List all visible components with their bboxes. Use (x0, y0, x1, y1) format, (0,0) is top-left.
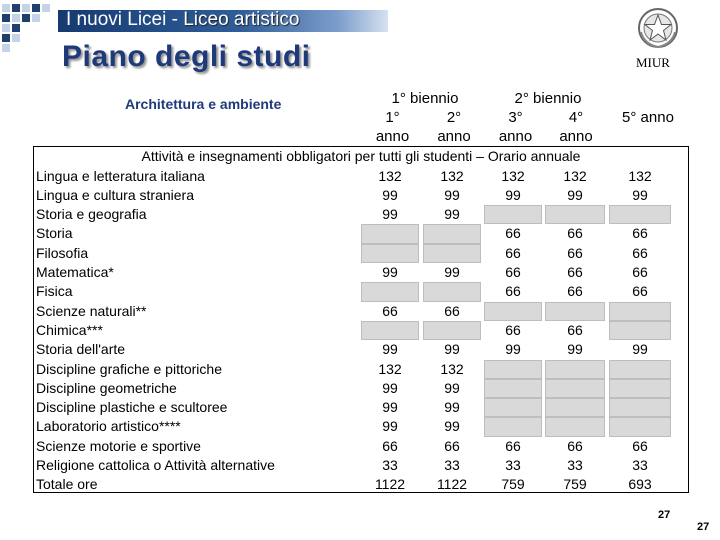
hours-cell: 99 (505, 341, 521, 358)
empty-hours-cell (609, 302, 671, 321)
subject-cell: Lingua e letteratura italiana (36, 167, 205, 184)
year-3-header (487, 108, 544, 146)
empty-hours-cell (484, 379, 542, 398)
table-row (34, 417, 688, 436)
subject-cell: Scienze naturali** (36, 302, 147, 319)
subject-cell: Storia (36, 225, 73, 242)
logo-caption: MIUR (636, 55, 670, 70)
hours-cell: 99 (382, 186, 398, 203)
empty-hours-cell (609, 379, 671, 398)
table-row (34, 437, 688, 456)
empty-hours-cell (545, 398, 605, 417)
empty-hours-cell (545, 417, 605, 436)
hours-cell: 99 (505, 186, 521, 203)
subject-cell: Discipline plastiche e scultoree (36, 399, 228, 416)
subject-cell: Chimica*** (36, 321, 103, 338)
subject-cell: Scienze motorie e sportive (36, 437, 201, 454)
empty-hours-cell (361, 224, 419, 243)
second-biennium-header: 2° biennio (514, 90, 582, 107)
hours-cell: 99 (444, 264, 460, 280)
year-4-number: 4° (568, 109, 584, 126)
table-row (34, 398, 688, 417)
table-row (34, 224, 688, 243)
hours-cell: 66 (567, 437, 583, 454)
table-row (34, 302, 688, 321)
table-row (34, 282, 688, 301)
empty-hours-cell (609, 321, 671, 340)
hours-cell: 1122 (374, 476, 406, 493)
hours-cell: 132 (378, 167, 402, 184)
hours-cell: 759 (563, 476, 587, 493)
table-row (34, 360, 688, 379)
hours-cell: 66 (505, 264, 521, 280)
subject-cell: Lingua e cultura straniera (36, 186, 194, 203)
table-row (34, 321, 688, 340)
header-title (66, 9, 299, 31)
hours-cell: 66 (505, 321, 521, 338)
year-1-word: anno (375, 128, 410, 145)
hours-cell: 33 (444, 457, 460, 473)
hours-cell: 99 (567, 186, 583, 203)
empty-hours-cell (609, 360, 671, 379)
hours-cell: 1122 (436, 476, 468, 493)
table-row (34, 379, 688, 398)
hours-cell: 99 (444, 186, 460, 203)
hours-cell: 132 (440, 360, 464, 377)
hours-cell: 66 (632, 264, 648, 280)
empty-hours-cell (609, 417, 671, 436)
empty-hours-cell (361, 244, 419, 263)
hours-cell: 33 (382, 457, 398, 473)
hours-cell: 99 (632, 186, 648, 203)
header-title-sub: Liceo artistico (183, 9, 300, 30)
subject-cell: Filosofia (36, 244, 89, 261)
group-heading: Attività e insegnamenti obbligatori per tutti gli studenti – Orario annuale (141, 148, 581, 164)
hours-cell: 33 (505, 457, 521, 473)
subject-cell: Religione cattolica o Attività alternative (36, 457, 275, 473)
empty-hours-cell (545, 302, 605, 321)
header-title-main: I nuovi Licei - (66, 9, 184, 30)
hours-cell: 99 (444, 341, 460, 358)
hours-cell: 66 (382, 302, 398, 319)
subject-cell: Discipline geometriche (36, 379, 177, 396)
hours-cell: 99 (382, 399, 398, 416)
subject-cell: Storia dell'arte (36, 341, 126, 358)
page-number-corner: 27 (697, 521, 710, 533)
hours-cell: 132 (563, 167, 587, 184)
track-label: Architettura e ambiente (125, 96, 282, 112)
hours-cell: 99 (632, 341, 648, 358)
year-2-number: 2° (446, 109, 462, 126)
hours-cell: 132 (440, 167, 464, 184)
hours-cell: 66 (632, 225, 648, 242)
hours-cell: 66 (567, 283, 583, 300)
hours-cell: 66 (382, 437, 398, 454)
year-2-word: anno (437, 128, 471, 145)
empty-hours-cell (361, 321, 419, 340)
hours-cell: 66 (505, 225, 521, 242)
hours-cell: 759 (501, 476, 525, 493)
total-label: Totale ore (36, 476, 98, 493)
empty-hours-cell (545, 379, 605, 398)
page-number: 27 (658, 509, 671, 521)
hours-cell: 132 (378, 360, 402, 377)
hours-cell: 99 (382, 341, 398, 358)
subject-cell: Laboratorio artistico**** (36, 418, 181, 435)
hours-cell: 132 (501, 167, 525, 184)
hours-cell: 99 (382, 418, 398, 435)
subject-cell: Matematica* (36, 264, 114, 280)
empty-hours-cell (484, 205, 542, 224)
hours-cell: 99 (382, 264, 398, 280)
year-4-word: anno (559, 128, 593, 145)
subject-cell: Fisica (36, 283, 73, 300)
year-1-header (365, 108, 420, 146)
empty-hours-cell (484, 398, 542, 417)
table-row (34, 186, 688, 205)
empty-hours-cell (545, 205, 605, 224)
hours-cell: 66 (567, 264, 583, 280)
empty-hours-cell (423, 282, 481, 301)
table-row (34, 263, 688, 282)
empty-hours-cell (484, 302, 542, 321)
table-row (34, 456, 688, 475)
empty-hours-cell (423, 321, 481, 340)
empty-hours-cell (484, 360, 542, 379)
hours-cell: 66 (632, 283, 648, 300)
year-5-header: 5° anno (622, 109, 674, 126)
page-title: Piano degli studi (62, 40, 311, 73)
hours-cell: 66 (505, 244, 521, 261)
empty-hours-cell (423, 224, 481, 243)
hours-cell: 693 (628, 476, 652, 493)
hours-cell: 66 (505, 437, 521, 454)
table-row (34, 340, 688, 359)
hours-cell: 33 (567, 457, 583, 473)
empty-hours-cell (484, 417, 542, 436)
year-3-number: 3° (508, 109, 523, 126)
hours-cell: 99 (444, 418, 460, 435)
hours-cell: 66 (567, 321, 583, 338)
empty-hours-cell (609, 205, 671, 224)
year-2-header (425, 108, 483, 146)
total-row (34, 475, 688, 494)
hours-cell: 99 (382, 379, 398, 396)
hours-cell: 66 (567, 225, 583, 242)
hours-cell: 99 (382, 206, 398, 223)
study-plan-table (33, 146, 689, 493)
hours-cell: 33 (632, 457, 648, 473)
hours-cell: 66 (505, 283, 521, 300)
empty-hours-cell (609, 398, 671, 417)
hours-cell: 99 (444, 399, 460, 416)
first-biennium-header: 1° biennio (391, 90, 459, 107)
empty-hours-cell (361, 282, 419, 301)
table-row (34, 167, 688, 186)
hours-cell: 99 (567, 341, 583, 358)
hours-cell: 66 (632, 437, 648, 454)
hours-cell: 99 (444, 379, 460, 396)
hours-cell: 66 (632, 244, 648, 261)
hours-cell: 66 (444, 302, 460, 319)
hours-cell: 132 (628, 167, 652, 184)
hours-cell: 66 (444, 437, 460, 454)
year-3-word: anno (498, 128, 533, 145)
republic-emblem-icon (636, 6, 680, 50)
empty-hours-cell (423, 244, 481, 263)
hours-cell: 66 (567, 244, 583, 261)
subject-cell: Storia e geografia (36, 206, 147, 223)
hours-cell: 99 (444, 206, 460, 223)
empty-hours-cell (545, 360, 605, 379)
year-1-number: 1° (385, 109, 400, 126)
subject-cell: Discipline grafiche e pittoriche (36, 360, 222, 377)
table-row (34, 205, 688, 224)
table-row (34, 244, 688, 263)
year-4-header (547, 108, 605, 146)
